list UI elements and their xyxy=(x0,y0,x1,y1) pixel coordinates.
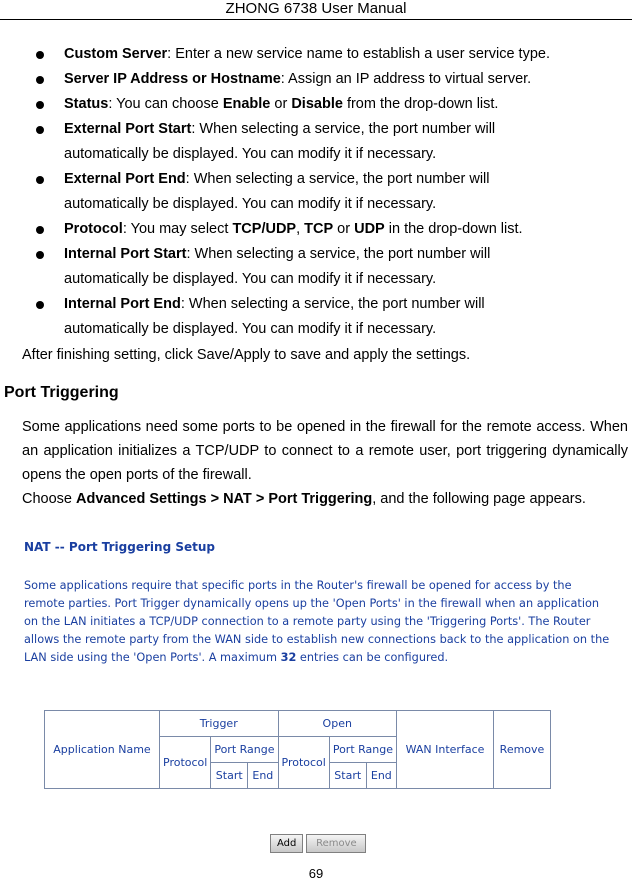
action-buttons xyxy=(270,833,369,853)
col-trigger-end: End xyxy=(248,763,278,789)
bullet-icon xyxy=(36,301,44,309)
page-number: 69 xyxy=(308,866,324,881)
bullet-server-ip: Server IP Address or Hostname: Assign an IP address to virtual server. xyxy=(0,67,632,92)
bullet-internal-port-start: Internal Port Start: When selecting a service, the port number will automatically be displayed. You can modify it if necessary. xyxy=(0,242,632,292)
page-header xyxy=(0,0,632,20)
bullet-internal-port-end: Internal Port End: When selecting a service, the port number will automatically be displayed. You can modify it if necessary. xyxy=(0,292,632,342)
bullet-icon xyxy=(36,101,44,109)
field-descriptions xyxy=(0,42,632,342)
col-trigger: Trigger xyxy=(160,711,279,737)
col-wan-interface: WAN Interface xyxy=(397,711,494,789)
col-trigger-port-range: Port Range xyxy=(211,737,278,763)
intro-paragraph: Some applications need some ports to be opened in the firewall for the remote access. When an application initializes a TCP/UDP to connect to a remote user, port triggering dynamically opens the open ports of the firewall. xyxy=(22,419,628,483)
section-title: Port Triggering xyxy=(4,384,119,401)
bullet-external-port-end: External Port End: When selecting a service, the port number will automatically be displayed. You can modify it if necessary. xyxy=(0,167,632,217)
col-open-protocol: Protocol xyxy=(278,737,329,789)
col-open-start: Start xyxy=(329,763,366,789)
after-finishing-text: After finishing setting, click Save/Apply to save and apply the settings. xyxy=(22,347,471,363)
col-application-name: Application Name xyxy=(45,711,160,789)
col-trigger-protocol: Protocol xyxy=(160,737,211,789)
col-remove: Remove xyxy=(494,711,551,789)
bullet-icon xyxy=(36,226,44,234)
panel-description: Some applications require that specific ports in the Router's firewall be opened for access by the remote parties. Port Trigger dynamically opens up the 'Open Ports' in the firewall when an application on the LAN initiates a TCP/UDP connection to a remote party using the 'Triggering Ports'. The Router allows the remote party from the WAN side to establish new connections back to the application on the LAN side using the 'Open Ports'. A maximum 32 entries can be configured. xyxy=(24,579,610,664)
max-entries: 32 xyxy=(280,651,297,664)
manual-title: ZHONG 6738 User Manual xyxy=(225,0,407,17)
remove-button[interactable]: Remove xyxy=(306,834,366,853)
section-body xyxy=(22,415,628,511)
bullet-icon xyxy=(36,126,44,134)
bullet-external-port-start: External Port Start: When selecting a service, the port number will automatically be displayed. You can modify it if necessary. xyxy=(0,117,632,167)
bullet-icon xyxy=(36,76,44,84)
bullet-protocol: Protocol: You may select TCP/UDP, TCP or UDP in the drop-down list. xyxy=(0,217,632,242)
panel-title: NAT -- Port Triggering Setup xyxy=(24,540,215,554)
bullet-status: Status: You can choose Enable or Disable from the drop-down list. xyxy=(0,92,632,117)
choose-paragraph: Choose Advanced Settings > NAT > Port Triggering, and the following page appears. xyxy=(22,491,586,507)
col-open: Open xyxy=(278,711,397,737)
bullet-icon xyxy=(36,251,44,259)
col-open-end: End xyxy=(366,763,396,789)
port-triggering-table xyxy=(44,710,551,789)
menu-path: Advanced Settings > NAT > Port Triggering xyxy=(76,491,373,507)
bullet-custom-server: Custom Server: Enter a new service name to establish a user service type. xyxy=(0,42,632,67)
col-trigger-start: Start xyxy=(211,763,248,789)
nat-port-triggering-panel xyxy=(24,540,624,667)
bullet-icon xyxy=(36,51,44,59)
col-open-port-range: Port Range xyxy=(329,737,396,763)
bullet-icon xyxy=(36,176,44,184)
add-button[interactable]: Add xyxy=(270,834,303,853)
